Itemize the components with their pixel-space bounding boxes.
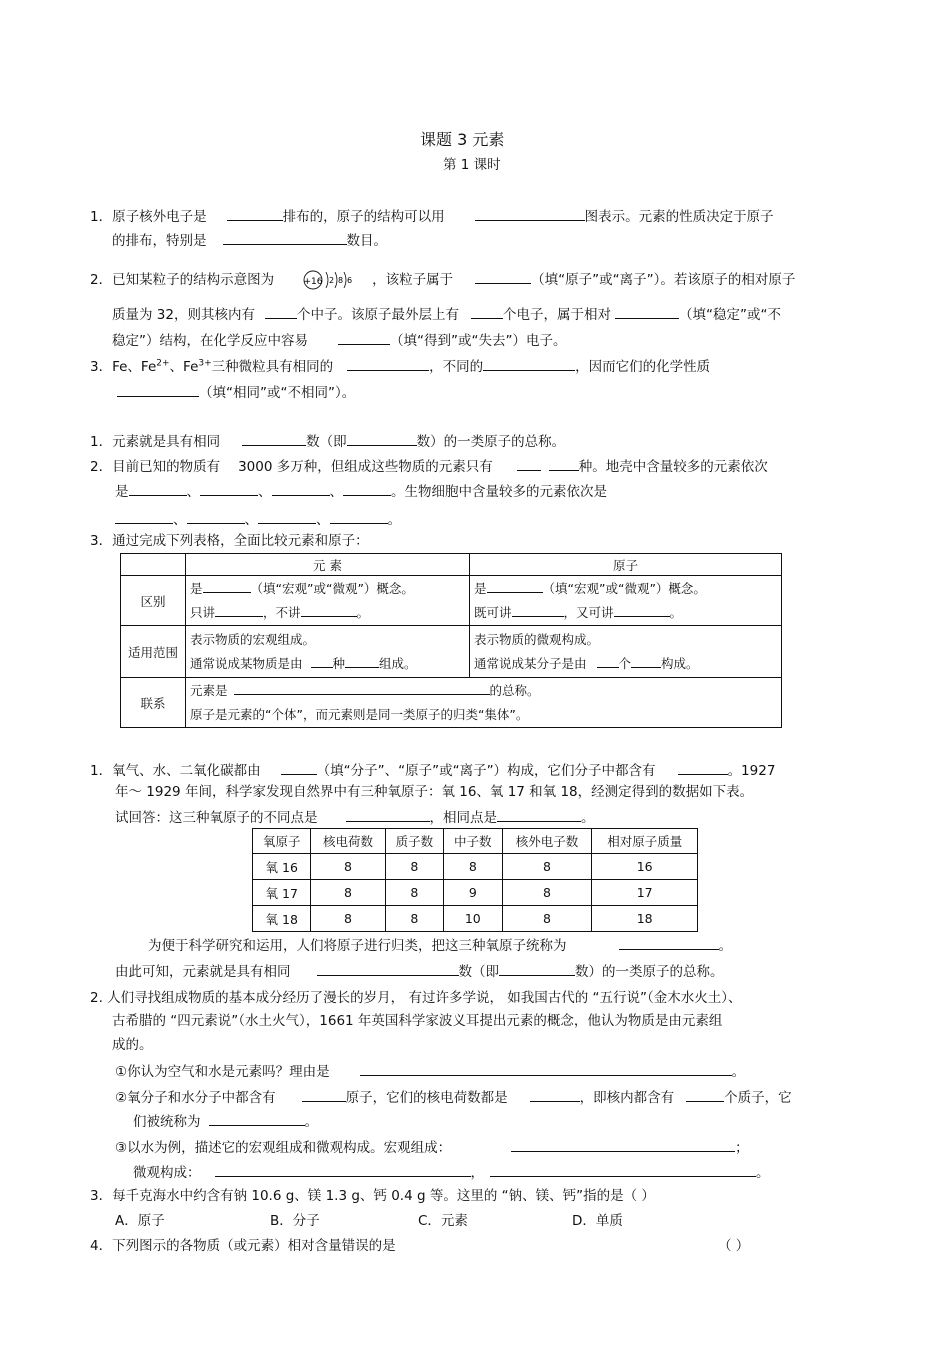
p3-q4: 4．下列图示的各物质（或元素）相对含量错误的是 — [90, 1238, 396, 1254]
p3-q2-line3: 成的。 — [112, 1037, 153, 1053]
option-a[interactable]: A．原子 — [115, 1213, 165, 1229]
p3-q4-bracket[interactable]: （ ） — [718, 1238, 750, 1254]
table-cell: 16 — [592, 854, 698, 880]
p3-q3: 3．每千克海水中约含有钠 10.6 g、镁 1.3 g、钙 0.4 g 等。这里的 “钠、镁、钙”指的是（ ） — [90, 1188, 655, 1204]
blank[interactable] — [117, 382, 199, 397]
blank[interactable] — [678, 760, 728, 775]
blank[interactable] — [497, 807, 581, 822]
blank[interactable] — [475, 269, 531, 284]
option-d[interactable]: D．单质 — [572, 1213, 623, 1229]
row-label-relation: 联系 — [121, 678, 186, 728]
p1-q1-line2: 的排布，特别是 数目。 — [112, 230, 387, 250]
p3-q2-line2: 古希腊的 “四元素说”（水土火气），1661 年英国科学家波义耳提出元素的概念，他认为物质是由元素组 — [112, 1013, 723, 1029]
page-title: 课题 3 元素 — [420, 130, 505, 149]
blank[interactable] — [281, 760, 317, 775]
table-cell: 8 — [502, 854, 592, 880]
p2-q2-line3: 、 、 、 。 — [115, 509, 401, 529]
p3-q2-sub3: ③以水为例，描述它的宏观组成和微观构成。宏观组成： ； — [115, 1137, 749, 1157]
blank[interactable] — [347, 356, 429, 371]
table-cell: 8 — [311, 880, 385, 906]
p1-q2-line2: 质量为 32，则其核内有 个中子。该原子最外层上有 个电子，属于相对 （填“稳定”或“不 — [112, 304, 781, 324]
blank[interactable] — [631, 653, 661, 668]
table-cell: 18 — [592, 906, 698, 932]
blank[interactable] — [490, 1162, 756, 1177]
blank[interactable] — [471, 304, 503, 319]
blank[interactable] — [223, 230, 347, 245]
blank[interactable] — [203, 578, 251, 593]
blank[interactable] — [317, 961, 459, 976]
svg-text:2: 2 — [329, 276, 335, 285]
row-label-difference: 区别 — [121, 576, 186, 626]
blank[interactable] — [345, 653, 379, 668]
table-header-cell: 中子数 — [444, 829, 502, 854]
p2-q1: 1．元素就是具有相同 数（即 数）的一类原子的总称。 — [90, 431, 565, 451]
svg-text:6: 6 — [347, 276, 353, 285]
table-cell: 10 — [444, 906, 502, 932]
blank[interactable] — [512, 602, 564, 617]
table-row — [253, 880, 698, 906]
blank[interactable] — [215, 602, 263, 617]
blank[interactable] — [346, 807, 430, 822]
p3-q1-line2: 年～ 1929 年间，科学家发现自然界中有三种氧原子：氧 16、氧 17 和氧 18，经测定得到的数据如下表。 — [115, 784, 754, 800]
blank[interactable] — [302, 1087, 346, 1102]
table-cell: 8 — [502, 906, 592, 932]
table-header-cell: 氧原子 — [253, 829, 311, 854]
blank[interactable] — [614, 602, 670, 617]
atom-structure-diagram — [302, 269, 372, 291]
table-cell: 氧 18 — [253, 906, 311, 932]
p3-q2-line1: 2. 人们寻找组成物质的基本成分经历了漫长的岁月， 有过许多学说， 如我国古代的 “五行说”（金木水火土）、 — [90, 990, 742, 1006]
blank[interactable] — [347, 431, 417, 446]
blank[interactable] — [597, 653, 619, 668]
page-subtitle: 第 1 课时 — [443, 157, 501, 173]
blank[interactable] — [115, 509, 173, 524]
p2-q2-line2: 是 、 、 、 。生物细胞中含量较多的元素依次是 — [115, 481, 607, 501]
p1-q1-line1: 1．原子核外电子是 排布的，原子的结构可以用 图表示。元素的性质决定于原子 — [90, 206, 774, 226]
p3-q2-sub2b: 们被统称为 。 — [133, 1111, 318, 1131]
p3-q1-line5: 由此可知，元素就是具有相同 数（即 数）的一类原子的总称。 — [115, 961, 724, 981]
table-header-cell: 核外电子数 — [502, 829, 592, 854]
table-cell: 9 — [444, 880, 502, 906]
table-cell: 8 — [385, 854, 443, 880]
blank[interactable] — [475, 206, 585, 221]
p3-q1-line3: 试回答：这三种氧原子的不同点是 ，相同点是 。 — [115, 807, 595, 827]
blank[interactable] — [517, 456, 541, 471]
table-row — [253, 906, 698, 932]
blank[interactable] — [258, 509, 316, 524]
p3-q1-line1: 1．氧气、水、二氧化碳都由 （填“分子”、“原子”或“离子”）构成，它们分子中都含有 。1927 — [90, 760, 775, 780]
blank[interactable] — [200, 481, 258, 496]
p3-q2-sub1: ①你认为空气和水是元素吗？理由是 。 — [115, 1061, 745, 1081]
blank[interactable] — [330, 509, 388, 524]
table-header-cell: 质子数 — [385, 829, 443, 854]
table-cell: 8 — [385, 906, 443, 932]
blank[interactable] — [499, 961, 575, 976]
p1-q3-line2: （填“相同”或“不相同”）。 — [117, 382, 355, 402]
p2-q2-line1: 2．目前已知的物质有 3000 多万种，但组成这些物质的元素只有 种。地壳中含量较多的元素依次 — [90, 456, 768, 476]
table-header-element: 元 素 — [186, 554, 470, 576]
option-b[interactable]: B．分子 — [270, 1213, 320, 1229]
table-cell: 8 — [311, 906, 385, 932]
table-cell: 8 — [385, 880, 443, 906]
blank[interactable] — [272, 481, 330, 496]
blank[interactable] — [343, 481, 391, 496]
svg-text:8: 8 — [338, 276, 344, 285]
blank[interactable] — [483, 356, 575, 371]
blank[interactable] — [311, 653, 333, 668]
cell-atom-scope: 表示物质的微观构成。 通常说成某分子是由 个 构成。 — [470, 626, 782, 678]
blank[interactable] — [234, 680, 490, 695]
table-cell: 8 — [502, 880, 592, 906]
table-header-cell: 相对原子质量 — [592, 829, 698, 854]
p1-q2-line1: 2．已知某粒子的结构示意图为 +16 2 8 6 ，该粒子属于 （填“原子”或“离子”）。若该原子的相对原子 — [90, 269, 795, 291]
blank[interactable] — [265, 304, 297, 319]
cell-element-scope: 表示物质的宏观组成。 通常说成某物质是由 种 组成。 — [186, 626, 470, 678]
atom-nucleus-label: +16 — [303, 277, 323, 287]
table-cell: 8 — [444, 854, 502, 880]
p1-q3-line1: 3．Fe、$Fe^{2+}$、$Fe^{3+}$三种微粒具有相同的 ，不同的 ，因而它们的化学性质 — [90, 356, 710, 376]
blank[interactable] — [615, 304, 679, 319]
table-row — [253, 854, 698, 880]
table-cell: 氧 16 — [253, 854, 311, 880]
oxygen-table — [252, 828, 698, 932]
p3-q1-line4: 为便于科学研究和运用，人们将原子进行归类，把这三种氧原子统称为 。 — [148, 935, 732, 955]
row-label-scope: 适用范围 — [121, 626, 186, 678]
p1-q2-line3: 稳定”）结构，在化学反应中容易 （填“得到”或“失去”）电子。 — [112, 330, 566, 350]
blank[interactable] — [338, 330, 390, 345]
blank[interactable] — [209, 1111, 305, 1126]
blank[interactable] — [360, 1061, 732, 1076]
p2-q3: 3．通过完成下列表格，全面比较元素和原子： — [90, 533, 369, 549]
blank[interactable] — [686, 1087, 724, 1102]
cell-relation: 元素是 的总称。 原子是元素的“个体”，而元素则是同一类原子的归类“集体”。 — [186, 678, 782, 728]
cell-atom-difference: 是 （填“宏观”或“微观”）概念。 既可讲 ，又可讲 。 — [470, 576, 782, 626]
blank[interactable] — [511, 1137, 735, 1152]
cell-element-difference: 是 （填“宏观”或“微观”）概念。 只讲 ，不讲 。 — [186, 576, 470, 626]
compare-table — [120, 553, 782, 728]
blank[interactable] — [187, 509, 245, 524]
table-header-atom: 原子 — [470, 554, 782, 576]
table-header-cell: 核电荷数 — [311, 829, 385, 854]
table-cell: 氧 17 — [253, 880, 311, 906]
blank[interactable] — [301, 602, 357, 617]
blank[interactable] — [619, 935, 719, 950]
blank[interactable] — [549, 456, 579, 471]
p3-q2-sub3b: 微观构成： ， 。 — [133, 1162, 770, 1182]
blank[interactable] — [242, 431, 306, 446]
table-cell: 8 — [311, 854, 385, 880]
blank[interactable] — [129, 481, 187, 496]
blank[interactable] — [530, 1087, 580, 1102]
table-cell: 17 — [592, 880, 698, 906]
option-c[interactable]: C．元素 — [418, 1213, 468, 1229]
blank[interactable] — [227, 206, 283, 221]
blank[interactable] — [487, 578, 543, 593]
p3-q2-sub2: ②氧分子和水分子中都含有 原子，它们的核电荷数都是 ，即核内都含有 个质子，它 — [115, 1087, 792, 1107]
blank[interactable] — [215, 1162, 471, 1177]
